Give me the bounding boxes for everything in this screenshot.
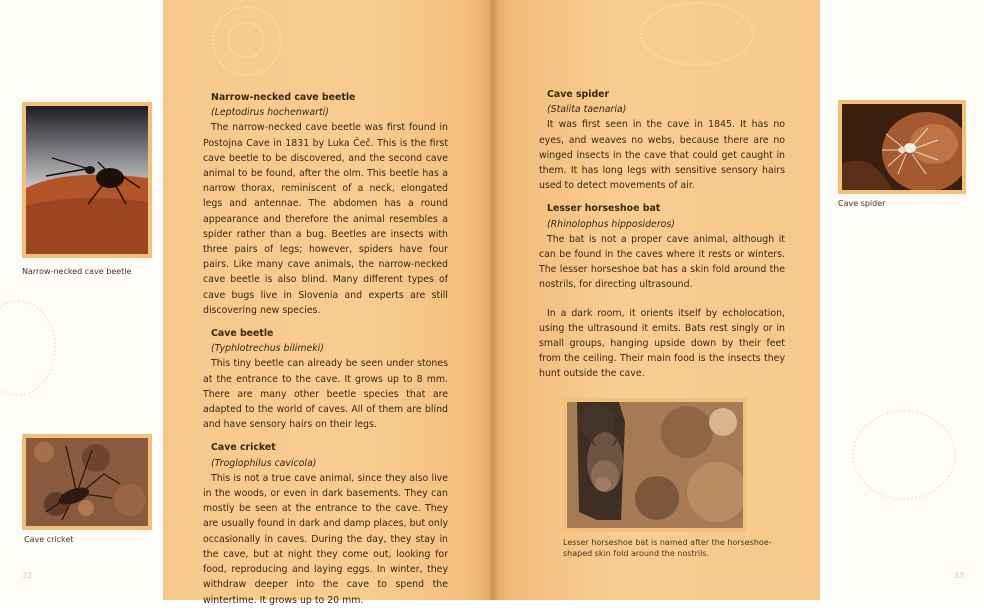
ornament-right-margin: [852, 410, 956, 500]
spider-image: [842, 104, 962, 190]
spider-caption: Cave spider: [838, 199, 886, 208]
right-text-column: [539, 87, 785, 390]
left-text-column: [203, 90, 448, 616]
latin-name: (Rhinolophus hipposideros): [547, 218, 675, 230]
section-heading: Cave beetle: [211, 328, 274, 340]
section-body: The narrow-necked cave beetle was first found in Postojna Cave in 1831 by Luka Čeč. This is the first cave beetle to be discovered, and the second cave animal to be found, after the olm. This beetle has a narrow thorax, reminiscent of a neck, elongated legs and antennae. The abdomen has a round appearance and therefore the animal resembles a spider rather than a bug. Beetles are insects with three pairs of legs; however, spiders have four pairs. Like many cave animals, the narrow-necked cave beetle is also blind. Many different types of cave bugs live in Slovenia and experts are still discovering new species.: [203, 122, 448, 316]
section-body: This is not a true cave animal, since they also live in the woods, or even in dark basements. They can mostly be seen at the entrance to the cave. They are usually found in dark and damp places, but only occasionally in caves. During the day, they stay in the cave, but at night they come out, looking for food, reproducing and laying eggs. In winter, they withdraw deeper into the cave to spend the wintertime. It grows up to 20 mm.: [203, 472, 448, 606]
section-heading: Cave cricket: [211, 442, 276, 454]
paragraph-spacer: [539, 293, 785, 306]
page-number-left: 32: [22, 571, 33, 580]
cricket-photo: [22, 434, 152, 530]
page-number-right: 33: [954, 571, 965, 580]
section-heading: Lesser horseshoe bat: [547, 203, 661, 215]
beetle-caption: Narrow-necked cave beetle: [22, 267, 132, 276]
beetle-photo: [22, 102, 152, 258]
cricket-caption: Cave cricket: [24, 535, 74, 544]
bat-caption: Lesser horseshoe bat is named after the horseshoe-shaped skin fold around the nostrils.: [563, 538, 772, 558]
section-narrow-necked-cave-beetle: [203, 90, 448, 318]
ornament-right-page: [640, 2, 754, 66]
cricket-image: [26, 438, 148, 526]
latin-name: (Troglophilus cavicola): [211, 457, 317, 469]
section-body: It was first seen in the cave in 1845. It has no eyes, and weaves no webs, because there are no winged insects in the cave that could get caught in them. It has long legs with sensitive sensory hairs used to detect movements of air.: [539, 119, 785, 192]
section-cave-beetle: [203, 326, 448, 432]
latin-name: (Stalita taenaria): [547, 104, 627, 116]
bat-image: [567, 402, 743, 528]
latin-name: (Leptodirus hochenwarti): [211, 107, 329, 119]
section-body: This tiny beetle can already be seen under stones at the entrance to the cave. It grows up to 8 mm. There are many other beetle species that are adapted to the world of caves. All of them are blind and have sensory hairs on their legs.: [203, 358, 448, 431]
spider-photo: [838, 100, 966, 194]
section-cave-cricket: [203, 440, 448, 607]
section-heading: Cave spider: [547, 89, 610, 100]
bat-photo: [563, 398, 747, 532]
latin-name: (Typhlotrechus bilimeki): [211, 343, 324, 355]
section-lesser-horseshoe-bat: [539, 201, 785, 381]
right-outer-margin: [820, 0, 984, 600]
beetle-image: [26, 106, 148, 254]
section-body: The bat is not a proper cave animal, although it can be found in the caves where it rests or winters. The lesser horseshoe bat has a skin fold around the nostrils, for directing ultrasound.: [539, 233, 785, 291]
section-cave-spider: [539, 87, 785, 193]
book-gutter: [488, 0, 498, 600]
section-heading: Narrow-necked cave beetle: [211, 92, 356, 103]
ornament-left-page-inner: [228, 22, 264, 58]
section-body: In a dark room, it orients itself by echolocation, using the ultrasound it emits. Bats rest singly or in small groups, hanging upside down by their feet from the ceiling. Their main food is the insects they hunt outside the cave.: [539, 307, 785, 380]
